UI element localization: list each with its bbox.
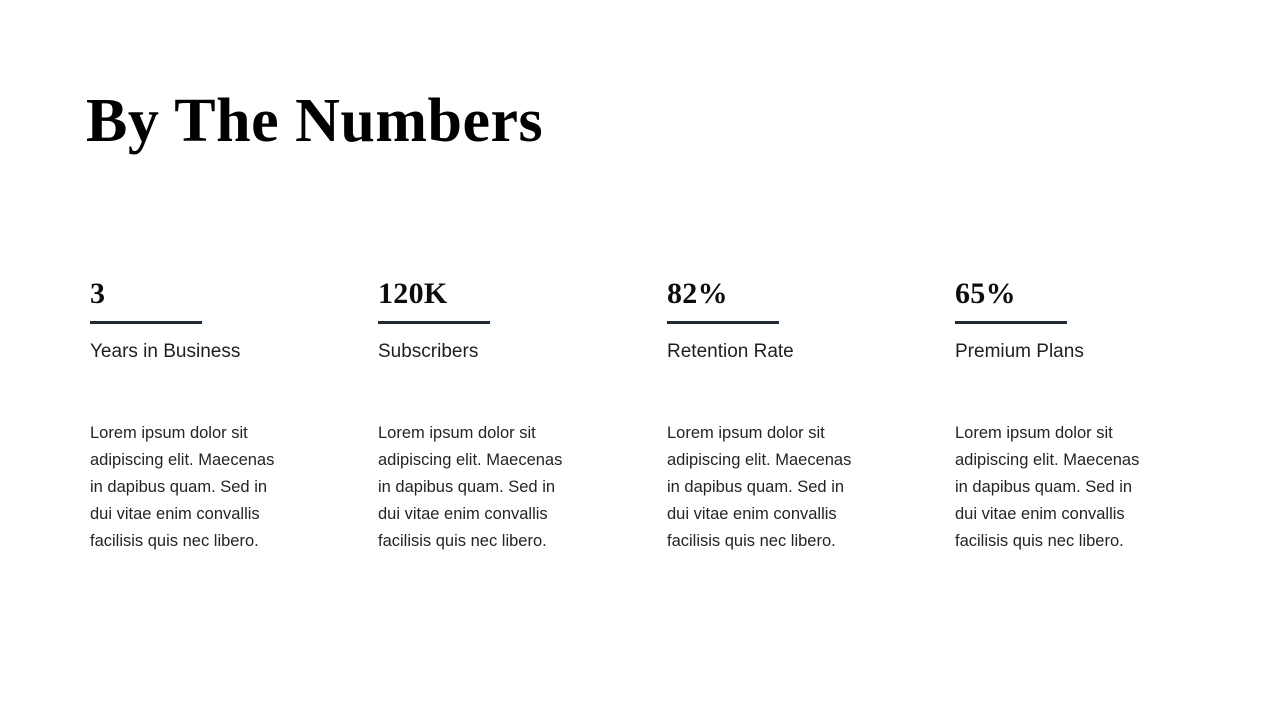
description-line: in dapibus quam. Sed in <box>90 478 268 496</box>
description-line: adipiscing elit. Maecenas <box>955 451 1140 469</box>
stat-description <box>90 420 340 555</box>
description-line: facilisis quis nec libero. <box>378 532 547 550</box>
stat-underline <box>378 321 490 324</box>
description-line: facilisis quis nec libero. <box>955 532 1124 550</box>
stat-column-retention-rate <box>667 278 917 555</box>
description-line: in dapibus quam. Sed in <box>667 478 845 496</box>
description-line: facilisis quis nec libero. <box>90 532 259 550</box>
description-line: dui vitae enim convallis <box>90 505 260 523</box>
description-line: Lorem ipsum dolor sit <box>955 424 1113 442</box>
stat-underline <box>90 321 202 324</box>
description-line: in dapibus quam. Sed in <box>955 478 1133 496</box>
stat-value: 120K <box>378 277 448 310</box>
stat-label: Premium Plans <box>955 341 1084 362</box>
description-line: adipiscing elit. Maecenas <box>90 451 275 469</box>
stat-value: 3 <box>90 277 106 310</box>
description-line: dui vitae enim convallis <box>667 505 837 523</box>
description-line: Lorem ipsum dolor sit <box>667 424 825 442</box>
stat-description <box>667 420 917 555</box>
description-line: dui vitae enim convallis <box>378 505 548 523</box>
stat-column-premium-plans <box>955 278 1205 555</box>
stat-description <box>955 420 1205 555</box>
stat-description <box>378 420 628 555</box>
stat-underline <box>667 321 779 324</box>
stat-value: 82% <box>667 277 728 310</box>
description-line: dui vitae enim convallis <box>955 505 1125 523</box>
stat-label: Subscribers <box>378 341 479 362</box>
stat-column-subscribers <box>378 278 628 555</box>
description-line: in dapibus quam. Sed in <box>378 478 556 496</box>
description-line: Lorem ipsum dolor sit <box>90 424 248 442</box>
description-line: facilisis quis nec libero. <box>667 532 836 550</box>
stat-label: Years in Business <box>90 341 241 362</box>
stat-column-years-in-business <box>90 278 340 555</box>
description-line: adipiscing elit. Maecenas <box>667 451 852 469</box>
stat-value: 65% <box>955 277 1016 310</box>
stat-underline <box>955 321 1067 324</box>
description-line: Lorem ipsum dolor sit <box>378 424 536 442</box>
stat-label: Retention Rate <box>667 341 794 362</box>
description-line: adipiscing elit. Maecenas <box>378 451 563 469</box>
page-title: By The Numbers <box>86 87 544 155</box>
